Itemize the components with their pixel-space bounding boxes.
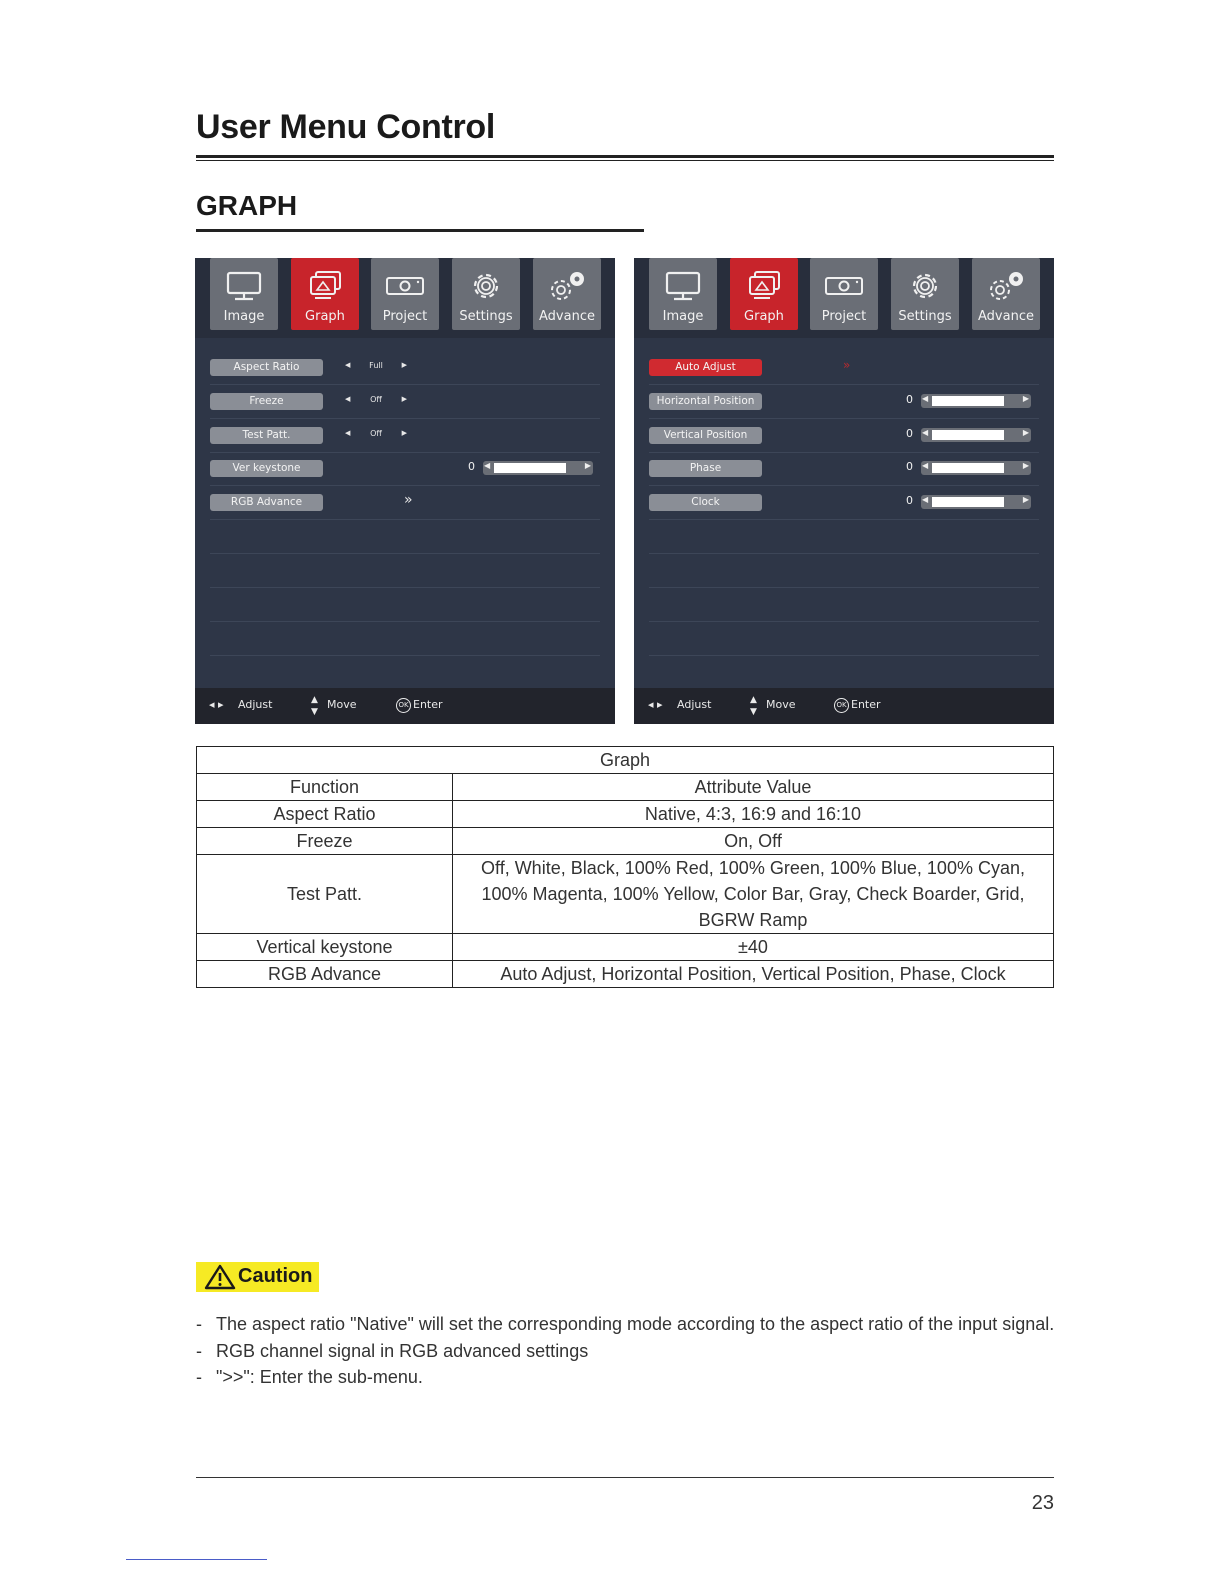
menu-row-empty	[210, 520, 600, 554]
tab-label: Advance	[539, 309, 595, 324]
menu-item-label: Aspect Ratio	[210, 359, 323, 376]
slider-fill	[932, 497, 1004, 507]
osd-rgb-advance-menu	[634, 258, 1054, 724]
footer-move-label: Move	[327, 698, 357, 711]
table-cell: ±40	[453, 934, 1054, 961]
arrow-right-icon: ▶	[1022, 428, 1029, 437]
arrow-left-icon: ◀	[922, 495, 929, 504]
tab-label: Graph	[744, 309, 784, 324]
arrow-right-icon: ▶	[1022, 461, 1029, 470]
table-cell: Aspect Ratio	[197, 801, 453, 828]
slider[interactable]	[921, 495, 1031, 509]
slider[interactable]	[483, 461, 593, 475]
arrow-right-icon: ▶	[584, 461, 591, 470]
tab-label: Settings	[898, 309, 952, 324]
footer-adjust-label: Adjust	[677, 698, 712, 711]
tab-label: Advance	[978, 309, 1034, 324]
arrow-left-icon: ◀	[922, 394, 929, 403]
table-cell: Freeze	[197, 828, 453, 855]
up-down-arrows-icon: ▲ ▼	[750, 695, 757, 717]
gear-icon	[905, 269, 945, 303]
table-cell: Vertical keystone	[197, 934, 453, 961]
menu-row-test-patt[interactable]	[210, 419, 600, 453]
tab-advance[interactable]	[533, 258, 601, 330]
gears-icon	[986, 269, 1026, 303]
menu-item-label: Freeze	[210, 393, 323, 410]
tab-label: Graph	[305, 309, 345, 324]
menu-row-empty	[210, 588, 600, 622]
osd-tab-bar	[195, 258, 615, 338]
layers-icon	[744, 269, 784, 303]
tab-settings[interactable]	[452, 258, 520, 330]
slider-value: 0	[906, 460, 913, 473]
bullet-dash: -	[196, 1367, 202, 1387]
caution-label: Caution	[238, 1265, 313, 1287]
ok-button-icon: OK	[396, 698, 413, 713]
menu-row-phase[interactable]	[649, 452, 1039, 486]
menu-item-label: Ver keystone	[210, 460, 323, 477]
table-row	[197, 934, 1054, 961]
arrow-left-icon: ◀	[345, 429, 351, 437]
selector-value: Off	[370, 395, 382, 404]
menu-item-label: RGB Advance	[210, 494, 323, 511]
tab-label: Image	[662, 309, 704, 324]
table-title-row	[197, 747, 1054, 774]
section-rule	[196, 229, 644, 232]
table-cell-line: BGRW Ramp	[698, 910, 808, 930]
menu-row-vertical-position[interactable]	[649, 419, 1039, 453]
submenu-arrow-icon: »	[843, 358, 851, 372]
menu-row-empty	[649, 622, 1039, 656]
menu-item-label: Vertical Position	[649, 427, 762, 444]
menu-row-ver-keystone[interactable]	[210, 452, 600, 486]
tab-label: Image	[223, 309, 265, 324]
table-row	[197, 961, 1054, 988]
layers-icon	[305, 269, 345, 303]
column-header: Function	[197, 774, 453, 801]
slider-fill	[932, 396, 1004, 406]
selector-value: Full	[369, 361, 383, 370]
caution-badge	[196, 1262, 319, 1292]
table-cell: Auto Adjust, Horizontal Position, Vertical Position, Phase, Clock	[453, 961, 1054, 988]
tab-image[interactable]	[210, 258, 278, 330]
slider[interactable]	[921, 428, 1031, 442]
menu-row-auto-adjust[interactable]	[649, 351, 1039, 385]
tab-graph[interactable]	[291, 258, 359, 330]
table-cell: Test Patt.	[197, 855, 453, 934]
table-row	[197, 855, 1054, 934]
warning-icon	[204, 1264, 236, 1290]
tab-label: Project	[821, 309, 867, 324]
table-cell-line: 100% Magenta, 100% Yellow, Color Bar, Gray, Check Boarder, Grid,	[481, 884, 1025, 904]
arrow-left-icon: ◀	[484, 461, 491, 470]
value-selector[interactable]	[343, 394, 409, 409]
note-text: The aspect ratio "Native" will set the corresponding mode according to the aspect ratio of the input signal.	[216, 1314, 1055, 1334]
column-header: Attribute Value	[453, 774, 1054, 801]
menu-row-empty	[210, 622, 600, 656]
gears-icon	[547, 269, 587, 303]
note-text: ">>": Enter the sub-menu.	[216, 1367, 423, 1387]
arrow-left-icon: ◀	[922, 428, 929, 437]
tab-image[interactable]	[649, 258, 717, 330]
left-right-arrows-icon: ◂ ▸	[648, 698, 663, 711]
tab-project[interactable]	[371, 258, 439, 330]
table-row	[197, 801, 1054, 828]
tab-graph[interactable]	[730, 258, 798, 330]
monitor-icon	[663, 269, 703, 303]
tab-label: Project	[382, 309, 428, 324]
footer-move-label: Move	[766, 698, 796, 711]
osd-graph-menu	[195, 258, 615, 724]
projector-icon	[824, 269, 864, 303]
arrow-right-icon: ▶	[401, 395, 407, 403]
slider-fill	[494, 463, 566, 473]
table-header-row	[197, 774, 1054, 801]
slider-fill	[932, 463, 1004, 473]
monitor-icon	[224, 269, 264, 303]
table-cell: RGB Advance	[197, 961, 453, 988]
bullet-dash: -	[196, 1340, 202, 1361]
menu-item-label: Test Patt.	[210, 427, 323, 444]
table-title: Graph	[197, 747, 1054, 774]
slider-value: 0	[906, 494, 913, 507]
title-rule	[196, 155, 1054, 158]
menu-row-empty	[649, 588, 1039, 622]
link-underline	[126, 1559, 267, 1560]
slider[interactable]	[921, 394, 1031, 408]
slider-fill	[932, 430, 1004, 440]
arrow-right-icon: ▶	[401, 429, 407, 437]
submenu-arrow-icon: »	[404, 492, 413, 508]
slider[interactable]	[921, 461, 1031, 475]
bullet-dash: -	[196, 1314, 202, 1334]
menu-row-aspect-ratio[interactable]	[210, 351, 600, 385]
menu-row-freeze[interactable]	[210, 385, 600, 419]
slider-value: 0	[468, 460, 475, 473]
osd-footer	[634, 688, 1054, 724]
menu-item-label: Clock	[649, 494, 762, 511]
menu-row-horizontal-position[interactable]	[649, 385, 1039, 419]
tab-advance[interactable]	[972, 258, 1040, 330]
tab-settings[interactable]	[891, 258, 959, 330]
note-text: RGB channel signal in RGB advanced settings	[216, 1340, 589, 1361]
graph-attributes-table	[196, 746, 1054, 988]
footer-enter-label: Enter	[413, 698, 443, 711]
left-right-arrows-icon: ◂ ▸	[209, 698, 224, 711]
value-selector[interactable]	[343, 360, 409, 375]
ok-button-icon: OK	[834, 698, 851, 713]
title-rule-thin	[196, 160, 1054, 161]
section-title: GRAPH	[196, 190, 298, 221]
table-cell: On, Off	[453, 828, 1054, 855]
gear-icon	[466, 269, 506, 303]
tab-project[interactable]	[810, 258, 878, 330]
menu-row-empty	[210, 554, 600, 588]
footer-rule	[196, 1477, 1054, 1478]
menu-item-label: Horizontal Position	[649, 393, 762, 410]
arrow-left-icon: ◀	[922, 461, 929, 470]
menu-row-rgb-advance[interactable]	[210, 486, 600, 520]
selector-value: Off	[370, 429, 382, 438]
projector-icon	[385, 269, 425, 303]
arrow-right-icon: ▶	[1022, 495, 1029, 504]
up-down-arrows-icon: ▲ ▼	[311, 695, 318, 717]
arrow-left-icon: ◀	[345, 361, 351, 369]
menu-item-label: Phase	[649, 460, 762, 477]
menu-row-empty	[649, 554, 1039, 588]
footer-adjust-label: Adjust	[238, 698, 273, 711]
tab-label: Settings	[459, 309, 513, 324]
arrow-right-icon: ▶	[401, 361, 407, 369]
osd-footer	[195, 688, 615, 724]
arrow-left-icon: ◀	[345, 395, 351, 403]
footer-enter-label: Enter	[851, 698, 881, 711]
page-number: 23	[1031, 1492, 1054, 1514]
menu-row-clock[interactable]	[649, 486, 1039, 520]
osd-tab-bar	[634, 258, 1054, 338]
slider-value: 0	[906, 427, 913, 440]
slider-value: 0	[906, 393, 913, 406]
page-title: User Menu Control	[196, 108, 496, 146]
menu-row-empty	[649, 520, 1039, 554]
table-cell-line: Off, White, Black, 100% Red, 100% Green, 100% Blue, 100% Cyan,	[481, 858, 1025, 878]
menu-item-label-selected: Auto Adjust	[649, 359, 762, 376]
value-selector[interactable]	[343, 428, 409, 443]
table-row	[197, 828, 1054, 855]
arrow-right-icon: ▶	[1022, 394, 1029, 403]
table-cell-multiline	[453, 855, 1054, 934]
table-cell: Native, 4:3, 16:9 and 16:10	[453, 801, 1054, 828]
